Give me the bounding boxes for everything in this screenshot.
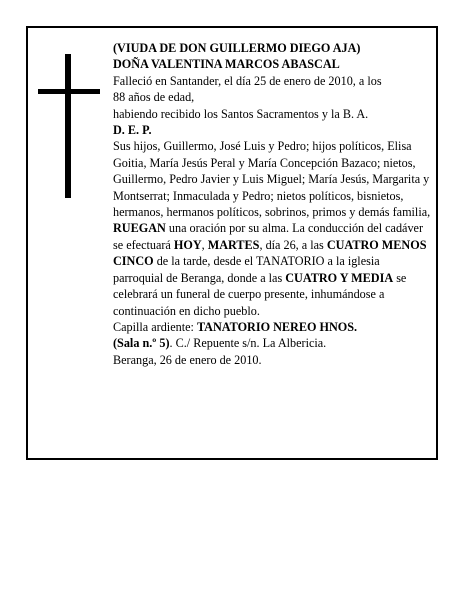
death-line-1: Falleció en Santander, el día 25 de enero de 2010, a los — [113, 73, 382, 88]
cross-vertical-bar — [65, 54, 71, 198]
rip-line: D. E. P. — [113, 123, 152, 138]
date-text: , día 26, a las — [259, 237, 327, 252]
deceased-name: DOÑA VALENTINA MARCOS ABASCAL — [113, 57, 340, 72]
room-number: (Sala n.º 5) — [113, 336, 170, 351]
martes-word: MARTES — [207, 237, 260, 252]
departure-time: CUATRO MENOS CINCO — [113, 237, 427, 269]
widow-line: (VIUDA DE DON GUILLERMO DIEGO AJA) — [113, 41, 361, 55]
chapel-address: . C./ Repuente s/n. La Albericia. — [169, 336, 327, 351]
death-line-2: 88 años de edad, — [113, 90, 195, 105]
route-text: de la tarde, desde el TANATORIO a la iglesia parroquial de Beranga, donde a las — [113, 254, 380, 285]
cross-icon — [38, 54, 100, 198]
prayer-text: una oración por su alma. La conducción del cadáver se efectuará — [113, 221, 424, 252]
ruegan-word: RUEGAN — [113, 221, 166, 236]
obituary-notice — [26, 26, 438, 460]
chapel-paragraph — [113, 319, 431, 352]
comma-separator: , — [201, 237, 208, 252]
chapel-label: Capilla ardiente: — [113, 319, 197, 334]
ceremony-paragraph — [113, 220, 431, 318]
funeral-text: se celebrará un funeral de cuerpo presente, inhumándose a continuación en dicho pueblo. — [113, 270, 407, 318]
closing-line: Beranga, 26 de enero de 2010. — [113, 352, 262, 367]
family-paragraph: Sus hijos, Guillermo, José Luis y Pedro; hijos políticos, Elisa Goitia, María Jesús Peral y María Concepción Bazaco; nietos, Guillermo, Pedro Javier y Luis Miguel; María Jesús, Margarita y Montserrat; Inmaculada y Pedro; nietos políticos, bisnietos, hermanos, hermanos políticos, sobrinos, primos y demás familia, — [113, 139, 431, 220]
funeral-time: CUATRO Y MEDIA — [285, 270, 394, 285]
sacraments-line: habiendo recibido los Santos Sacramentos y la B. A. — [113, 106, 369, 121]
hoy-word: HOY — [173, 237, 202, 252]
cross-horizontal-bar — [38, 89, 100, 94]
obituary-text — [113, 40, 431, 368]
funeral-home-name: TANATORIO NEREO HNOS. — [196, 319, 358, 334]
